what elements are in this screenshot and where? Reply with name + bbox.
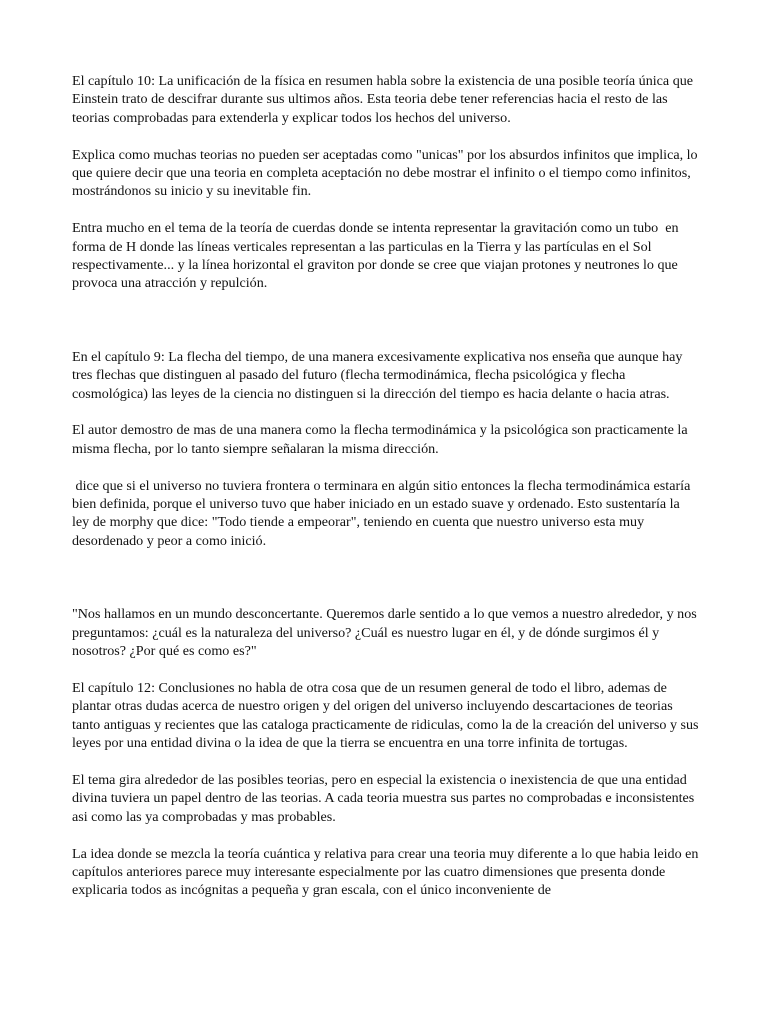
paragraph-spacer [72, 127, 700, 145]
paragraph-chapter-12-conclusions: El capítulo 12: Conclusiones no habla de otra cosa que de un resumen general de todo el libro, ademas de plantar otras dudas acerca de nuestro origen y del origen del universo incluyendo descartaciones de teorias tanto antiguas y recientes que las cataloga practicamente de ridiculas, como la de la creación del universo y sus leyes por una entidad divina o la idea de que la tierra se encuentra en una torre infinita de tortugas. [72, 679, 703, 752]
paragraph-spacer [72, 201, 700, 219]
document-page [72, 72, 703, 900]
paragraph-string-theory: Entra mucho en el tema de la teoría de cuerdas donde se intenta representar la gravitación como un tubo en forma de H donde las líneas verticales representan a las particulas en la Tierra y las partículas en el Sol respectivamente... y la línea horizontal el graviton por donde se cree que viajan protones y neutrones lo que provoca una atracción y repulción. [72, 220, 683, 292]
paragraph-quote: "Nos hallamos en un mundo desconcertante. Queremos darle sentido a lo que vemos a nuestro alrededor, y nos preguntamos: ¿cuál es la naturaleza del universo? ¿Cuál es nuestro lugar en él, y de dónde surgimos él y nosotros? ¿Por qué es como es?" [72, 606, 701, 660]
paragraph-unique-theories: Explica como muchas teorias no pueden ser aceptadas como "unicas" por los absurdos infinitos que implica, lo que quiere decir que una teoria en completa aceptación no debe mostrar el infinito o el tiempo como infinitos, mostrándonos su inicio y su inevitable fin. [72, 146, 702, 200]
paragraph-chapter-10-summary: El capítulo 10: La unificación de la física en resumen habla sobre la existencia de una posible teoría única que Einstein trato de descifrar durante sus ultimos años. Esta teoria debe tener referencias hacia el resto de las teorias comprobadas para extenderla y explicar todos los hechos del universo. [72, 73, 697, 126]
paragraph-spacer [72, 661, 700, 679]
section-spacer [72, 293, 700, 348]
paragraph-thermodynamic-arrow: El autor demostro de mas de una manera como la flecha termodinámica y la psicológica son practicamente la misma flecha, por lo tanto siempre señalaran la misma dirección. [72, 422, 692, 457]
paragraph-spacer [72, 753, 700, 771]
paragraph-spacer [72, 826, 700, 844]
paragraph-chapter-9-arrow-of-time: En el capítulo 9: La flecha del tiempo, de una manera excesivamente explicativa nos enseña que aunque hay tres flechas que distinguen al pasado del futuro (flecha termodinámica, flecha psicológica y flecha cosmológica) las leyes de la ciencia no distinguen si la dirección del tiempo es hacia delante o hacia atras. [72, 348, 687, 402]
paragraph-quantum-relativity: La idea donde se mezcla la teoría cuántica y relativa para crear una teoria muy diferente a lo que habia leido en capítulos anteriores parece muy interesante especialmente por las cuatro dimensiones que presenta donde explicaria todos as incógnitas a pequeña y gran escala, con el único inconveniente de [72, 845, 702, 899]
paragraph-divine-entity: El tema gira alrededor de las posibles teorias, pero en especial la existencia o inexistencia de que una entidad divina tuviera un papel dentro de las teorias. A cada teoria muestra sus partes no comprobadas e inconsistentes asi como las ya comprobadas y mas probables. [72, 771, 698, 825]
paragraph-spacer [72, 458, 700, 476]
section-spacer [72, 550, 700, 605]
paragraph-universe-boundary: dice que si el universo no tuviera frontera o terminara en algún sitio entonces la flecha termodinámica estaría bien definida, porque el universo tuvo que haber iniciado en un estado suave y ordenado. Esto sustentaría la ley de morphy que dice: "Todo tiende a empeorar", teniendo en cuenta que nuestro universo esta muy desordenado y peor a como inició. [72, 477, 694, 549]
paragraph-spacer [72, 403, 700, 421]
